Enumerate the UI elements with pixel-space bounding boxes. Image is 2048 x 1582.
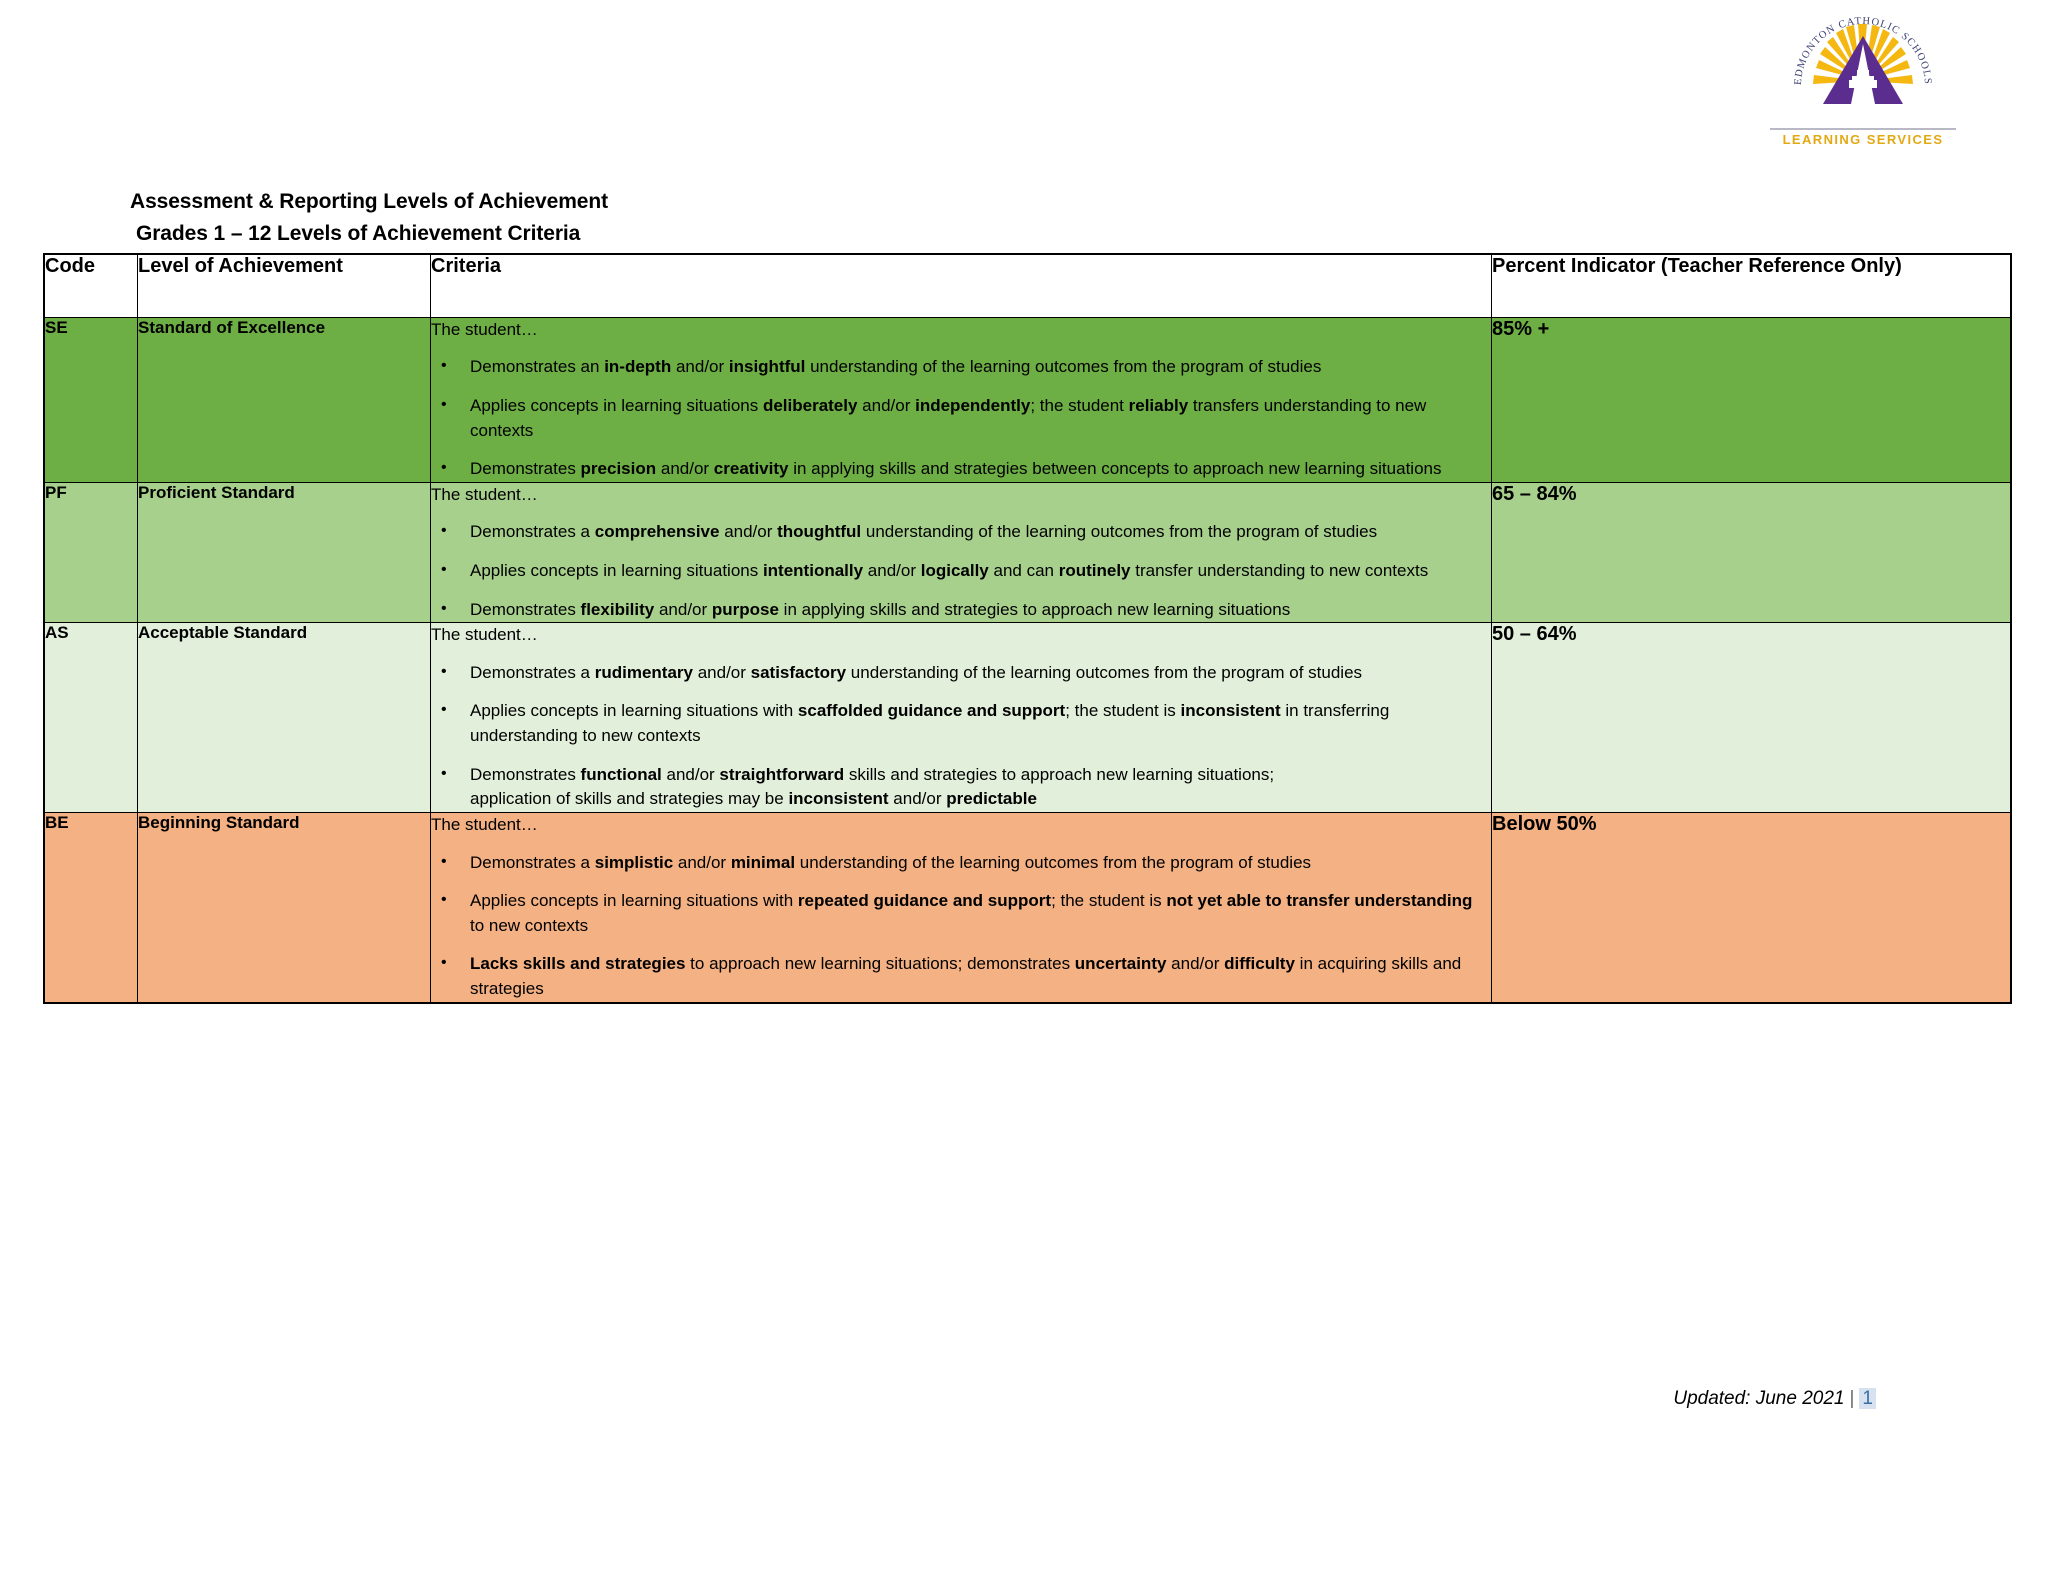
emphasis-term: difficulty xyxy=(1224,954,1295,974)
criteria-bullet-item xyxy=(431,598,1491,623)
criteria-text: Demonstrates xyxy=(470,599,581,619)
table-header-row xyxy=(44,254,2011,318)
criteria-text: and/or xyxy=(1166,954,1225,974)
emphasis-term: creativity xyxy=(713,459,789,479)
cell-code: SE xyxy=(44,318,138,483)
page-number: 1 xyxy=(1859,1388,1876,1409)
criteria-text: Applies concepts in learning situations xyxy=(470,561,763,581)
criteria-text: understanding of the learning outcomes from the program of studies xyxy=(805,357,1322,377)
criteria-text: Demonstrates a xyxy=(470,852,595,872)
criteria-text: in acquiring skills and strategies xyxy=(470,954,1462,999)
cell-percent-indicator: 65 – 84% xyxy=(1492,483,2012,623)
criteria-text: Applies concepts in learning situations with xyxy=(470,891,798,911)
criteria-text: and/or xyxy=(654,599,712,619)
criteria-text: Demonstrates a xyxy=(470,662,595,682)
criteria-text: and/or xyxy=(888,789,947,809)
criteria-text: in applying skills and strategies to approach new learning situations xyxy=(778,599,1291,619)
criteria-lead-in: The student… xyxy=(431,320,538,339)
criteria-text: transfers understanding to new contexts xyxy=(470,396,1427,440)
organization-logo xyxy=(1768,8,1958,148)
footer xyxy=(1673,1388,1876,1410)
footer-updated: Updated: June 2021 xyxy=(1673,1388,1845,1409)
criteria-bullet-item xyxy=(431,952,1491,1001)
criteria-lead-in: The student… xyxy=(431,485,538,505)
emphasis-term: straightforward xyxy=(719,764,845,784)
criteria-bullet-item xyxy=(431,851,1491,876)
criteria-text: and/or xyxy=(661,764,720,784)
cell-criteria xyxy=(431,813,1492,1003)
criteria-bullet-item xyxy=(431,394,1491,443)
emphasis-term: satisfactory xyxy=(750,662,847,682)
criteria-text: transfer understanding to new contexts xyxy=(1130,561,1429,581)
emphasis-term: insightful xyxy=(728,357,806,377)
emphasis-term: intentionally xyxy=(762,561,864,581)
emphasis-term: precision xyxy=(580,459,657,479)
criteria-text: Demonstrates an xyxy=(470,357,605,377)
column-header-code: Code xyxy=(44,254,138,318)
emphasis-term: rudimentary xyxy=(594,662,693,682)
criteria-bullet-item xyxy=(431,763,1491,812)
cell-level-of-achievement: Beginning Standard xyxy=(138,813,431,1003)
criteria-text: and/or xyxy=(656,459,714,479)
table-row xyxy=(44,483,2011,623)
emphasis-term: comprehensive xyxy=(594,522,720,542)
cell-percent-indicator: 50 – 64% xyxy=(1492,623,2012,813)
criteria-text: in applying skills and strategies between concepts to approach new learning situations xyxy=(788,459,1442,479)
table-row xyxy=(44,813,2011,1003)
criteria-text: Demonstrates a xyxy=(470,522,595,542)
emphasis-term: functional xyxy=(580,764,662,784)
cell-code: BE xyxy=(44,813,138,1003)
logo-svg xyxy=(1783,8,1943,126)
criteria-text: Applies concepts in learning situations xyxy=(470,396,763,416)
criteria-bullet-list xyxy=(431,661,1491,812)
criteria-text: understanding of the learning outcomes from the program of studies xyxy=(861,522,1378,542)
emphasis-term: predictable xyxy=(946,789,1037,809)
emphasis-term: not yet able to transfer understanding xyxy=(1166,891,1473,911)
criteria-bullet-item xyxy=(431,457,1491,482)
emphasis-term: flexibility xyxy=(580,599,655,619)
criteria-bullet-item xyxy=(431,661,1491,686)
criteria-text: and/or xyxy=(692,662,751,682)
criteria-text: ; the student xyxy=(1030,396,1129,416)
emphasis-term: thoughtful xyxy=(777,522,862,542)
criteria-text: and/or xyxy=(671,357,729,377)
emphasis-term: scaffolded guidance and support xyxy=(797,701,1066,721)
criteria-text: and can xyxy=(988,561,1059,581)
cell-criteria xyxy=(431,318,1492,483)
emphasis-term: Lacks skills and strategies xyxy=(470,954,686,974)
criteria-text: skills and strategies to approach new learning situations; xyxy=(844,764,1275,784)
emphasis-term: simplistic xyxy=(594,852,674,872)
emphasis-term: repeated guidance and support xyxy=(797,891,1052,911)
table-header xyxy=(44,254,2011,318)
emphasis-term: reliably xyxy=(1128,396,1189,416)
column-header-criteria: Criteria xyxy=(431,254,1492,318)
emphasis-term: independently xyxy=(915,396,1031,416)
criteria-text: and/or xyxy=(719,522,778,542)
emphasis-term: purpose xyxy=(711,599,779,619)
criteria-bullet-item xyxy=(431,699,1491,748)
emphasis-term: minimal xyxy=(730,852,796,872)
criteria-bullet-item xyxy=(431,520,1491,545)
table-row xyxy=(44,623,2011,813)
criteria-bullet-item xyxy=(431,559,1491,584)
cell-percent-indicator: 85% + xyxy=(1492,318,2012,483)
criteria-text: ; the student is xyxy=(1051,891,1167,911)
criteria-lead-in: The student… xyxy=(431,625,538,645)
emphasis-term: uncertainty xyxy=(1074,954,1167,974)
criteria-bullet-item xyxy=(431,889,1491,938)
cell-level-of-achievement: Proficient Standard xyxy=(138,483,431,623)
criteria-text: ; the student is xyxy=(1065,701,1181,721)
criteria-text: Demonstrates xyxy=(470,459,581,479)
criteria-text: and/or xyxy=(857,396,916,416)
criteria-bullet-list xyxy=(431,851,1491,1002)
criteria-text: Applies concepts in learning situations with xyxy=(470,701,798,721)
emphasis-term: routinely xyxy=(1058,561,1131,581)
levels-of-achievement-table xyxy=(43,253,2012,1004)
criteria-text: to new contexts xyxy=(470,915,589,935)
logo-mark xyxy=(1783,8,1943,126)
column-header-percent: Percent Indicator (Teacher Reference Only) xyxy=(1492,254,2012,318)
table-row xyxy=(44,318,2011,483)
emphasis-term: deliberately xyxy=(762,396,858,416)
criteria-text: Demonstrates xyxy=(470,764,581,784)
page-title: Assessment & Reporting Levels of Achievement xyxy=(130,190,608,213)
logo-divider xyxy=(1770,128,1956,130)
cell-code: PF xyxy=(44,483,138,623)
criteria-text: in transferring understanding to new contexts xyxy=(470,701,1390,746)
cell-criteria xyxy=(431,483,1492,623)
emphasis-term: in-depth xyxy=(604,357,672,377)
criteria-text: application of skills and strategies may be xyxy=(470,789,789,809)
criteria-bullet-list xyxy=(431,355,1491,482)
column-header-level: Level of Achievement xyxy=(138,254,431,318)
cell-level-of-achievement: Acceptable Standard xyxy=(138,623,431,813)
criteria-lead-in: The student… xyxy=(431,815,538,835)
cell-code: AS xyxy=(44,623,138,813)
emphasis-term: inconsistent xyxy=(1180,701,1281,721)
cell-criteria xyxy=(431,623,1492,813)
criteria-text: and/or xyxy=(673,852,731,872)
criteria-bullet-list xyxy=(431,520,1491,622)
logo-arc-text: EDMONTON CATHOLIC SCHOOLS xyxy=(1792,15,1934,86)
criteria-text: and/or xyxy=(863,561,921,581)
criteria-text: understanding of the learning outcomes from the program of studies xyxy=(846,662,1363,682)
table-body xyxy=(44,318,2011,1003)
cell-percent-indicator: Below 50% xyxy=(1492,813,2012,1003)
criteria-text: understanding of the learning outcomes from the program of studies xyxy=(795,852,1312,872)
logo-subtitle: LEARNING SERVICES xyxy=(1782,132,1944,147)
footer-separator: | xyxy=(1849,1388,1855,1409)
criteria-bullet-item xyxy=(431,355,1491,380)
emphasis-term: inconsistent xyxy=(788,789,889,809)
cell-level-of-achievement: Standard of Excellence xyxy=(138,318,431,483)
criteria-text: to approach new learning situations; demonstrates xyxy=(685,954,1075,974)
page-subtitle: Grades 1 – 12 Levels of Achievement Criteria xyxy=(136,222,581,245)
emphasis-term: logically xyxy=(920,561,989,581)
